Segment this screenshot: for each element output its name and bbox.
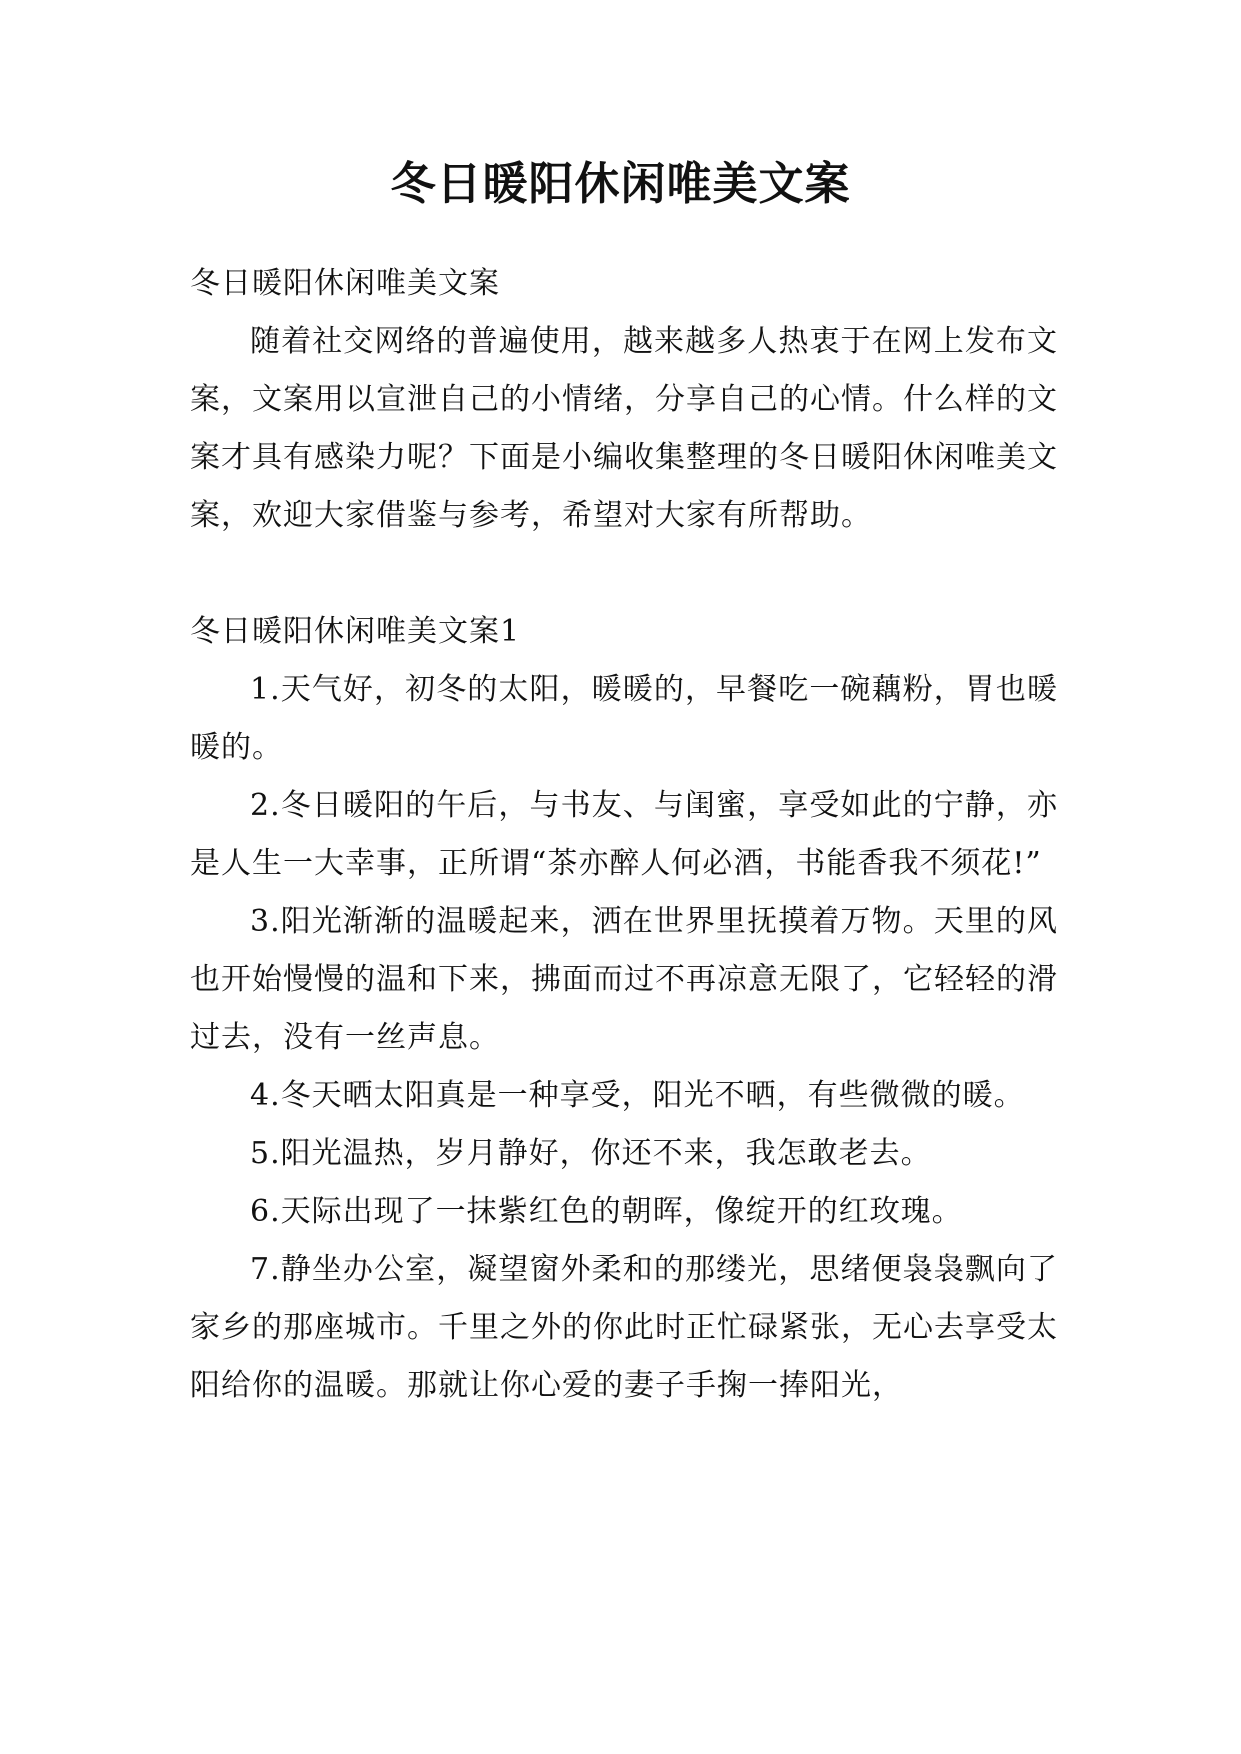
list-item: 6.天际出现了一抹紫红色的朝晖，像绽开的红玫瑰。 — [250, 1194, 963, 1229]
intro-paragraph: 随着社交网络的普遍使用，越来越多人热衷于在网上发布文案，文案用以宣泄自己的小情绪，分享自己的心情。什么样的文案才具有感染力呢？下面是小编收集整理的冬日暖阳休闲唯美文案，欢迎大家借鉴与参考，希望对大家有所帮助。 — [190, 324, 1058, 533]
section1-heading: 冬日暖阳休闲唯美文案1 — [190, 614, 521, 649]
section-spacer — [190, 545, 1058, 603]
list-item: 4.冬天晒太阳真是一种享受，阳光不晒，有些微微的暖。 — [250, 1078, 1025, 1113]
document-body — [190, 255, 1058, 1415]
intro-heading: 冬日暖阳休闲唯美文案 — [190, 266, 500, 301]
list-item: 5.阳光温热，岁月静好，你还不来，我怎敢老去。 — [250, 1136, 932, 1171]
list-item: 7.静坐办公室，凝望窗外柔和的那缕光，思绪便袅袅飘向了家乡的那座城市。千里之外的你此时正忙碌紧张，无心去享受太阳给你的温暖。那就让你心爱的妻子手掬一捧阳光， — [190, 1252, 1058, 1403]
list-item: 3.阳光渐渐的温暖起来，洒在世界里抚摸着万物。天里的风也开始慢慢的温和下来，拂面而过不再凉意无限了，它轻轻的滑过去，没有一丝声息。 — [190, 904, 1058, 1055]
list-item: 2.冬日暖阳的午后，与书友、与闺蜜，享受如此的宁静，亦是人生一大幸事，正所谓“茶亦醉人何必酒，书能香我不须花!” — [190, 788, 1058, 881]
document-title: 冬日暖阳休闲唯美文案 — [390, 157, 851, 210]
list-item: 1.天气好，初冬的太阳，暖暖的，早餐吃一碗藕粉，胃也暖暖的。 — [190, 672, 1058, 765]
